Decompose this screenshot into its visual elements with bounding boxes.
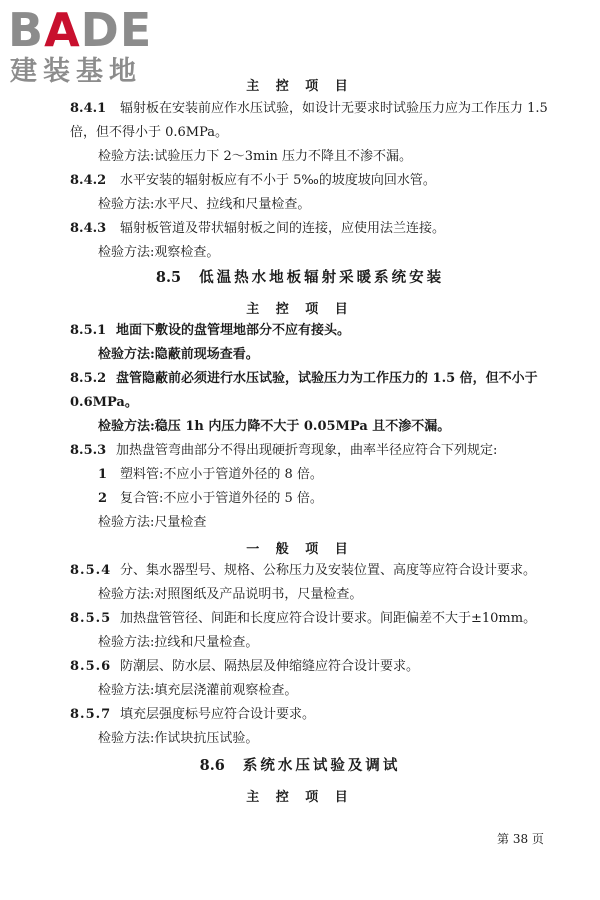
item-8-4-1: 8.4.1 辐射板在安装前应作水压试验，如设计无要求时试验压力应为工作压力 1.5 bbox=[70, 101, 548, 116]
section-heading-8-6: 8.6 系统水压试验及调试 bbox=[199, 757, 401, 774]
item-8-4-3: 8.4.3 辐射板管道及带状辐射板之间的连接，应使用法兰连接。 bbox=[70, 221, 446, 236]
subheading-general-items: 一 般 项 目 bbox=[246, 542, 354, 557]
check-method: 检验方法:观察检查。 bbox=[98, 245, 220, 260]
item-8-5-7: 8.5.7 填充层强度标号应符合设计要求。 bbox=[70, 707, 316, 722]
logo-brand: BADE bbox=[8, 3, 153, 57]
item-8-5-3: 8.5.3 加热盘管弯曲部分不得出现硬折弯现象，曲率半径应符合下列规定: bbox=[70, 443, 498, 458]
item-8-5-6: 8.5.6 防潮层、防水层、隔热层及伸缩缝应符合设计要求。 bbox=[70, 659, 420, 674]
check-method: 检验方法:作试块抗压试验。 bbox=[98, 731, 259, 746]
logo-subtitle: 建装基地 bbox=[10, 56, 142, 87]
check-method: 检验方法:尺量检查 bbox=[98, 515, 207, 530]
check-method: 检验方法:隐蔽前现场查看。 bbox=[98, 347, 259, 362]
check-method: 检验方法:对照图纸及产品说明书，尺量检查。 bbox=[98, 587, 363, 602]
section-heading-8-5: 8.5 低温热水地板辐射采暖系统安装 bbox=[155, 269, 445, 286]
subheading-main-items: 主 控 项 目 bbox=[246, 302, 354, 317]
sub-item-1: 1 塑料管:不应小于管道外径的 8 倍。 bbox=[98, 467, 323, 482]
item-8-5-4: 8.5.4 分、集水器型号、规格、公称压力及安装位置、高度等应符合设计要求。 bbox=[70, 563, 537, 578]
item-8-5-5: 8.5.5 加热盘管管径、间距和长度应符合设计要求。间距偏差不大于±10mm。 bbox=[70, 611, 537, 626]
sub-item-2: 2 复合管:不应小于管道外径的 5 倍。 bbox=[98, 491, 323, 506]
item-8-4-1-cont: 倍，但不得小于 0.6MPa。 bbox=[70, 125, 229, 140]
check-method: 检验方法:填充层浇灌前观察检查。 bbox=[98, 683, 298, 698]
page-number: 第 38 页 bbox=[497, 832, 544, 846]
item-8-5-2-cont: 0.6MPa。 bbox=[70, 395, 138, 410]
item-8-4-2: 8.4.2 水平安装的辐射板应有不小于 5‰的坡度坡向回水管。 bbox=[70, 173, 436, 188]
check-method: 检验方法:试验压力下 2～3min 压力不降且不渗不漏。 bbox=[98, 149, 413, 164]
item-8-5-2: 8.5.2 盘管隐蔽前必须进行水压试验，试验压力为工作压力的 1.5 倍，但不小于 bbox=[70, 371, 538, 386]
subheading-main-items: 主 控 项 目 bbox=[246, 790, 354, 805]
item-8-5-1: 8.5.1 地面下敷设的盘管埋地部分不应有接头。 bbox=[70, 323, 351, 338]
check-method: 检验方法:稳压 1h 内压力降不大于 0.05MPa 且不渗不漏。 bbox=[98, 419, 451, 434]
subheading-main-items: 主 控 项 目 bbox=[246, 79, 354, 94]
check-method: 检验方法:拉线和尺量检查。 bbox=[98, 635, 259, 650]
check-method: 检验方法:水平尺、拉线和尺量检查。 bbox=[98, 197, 311, 212]
